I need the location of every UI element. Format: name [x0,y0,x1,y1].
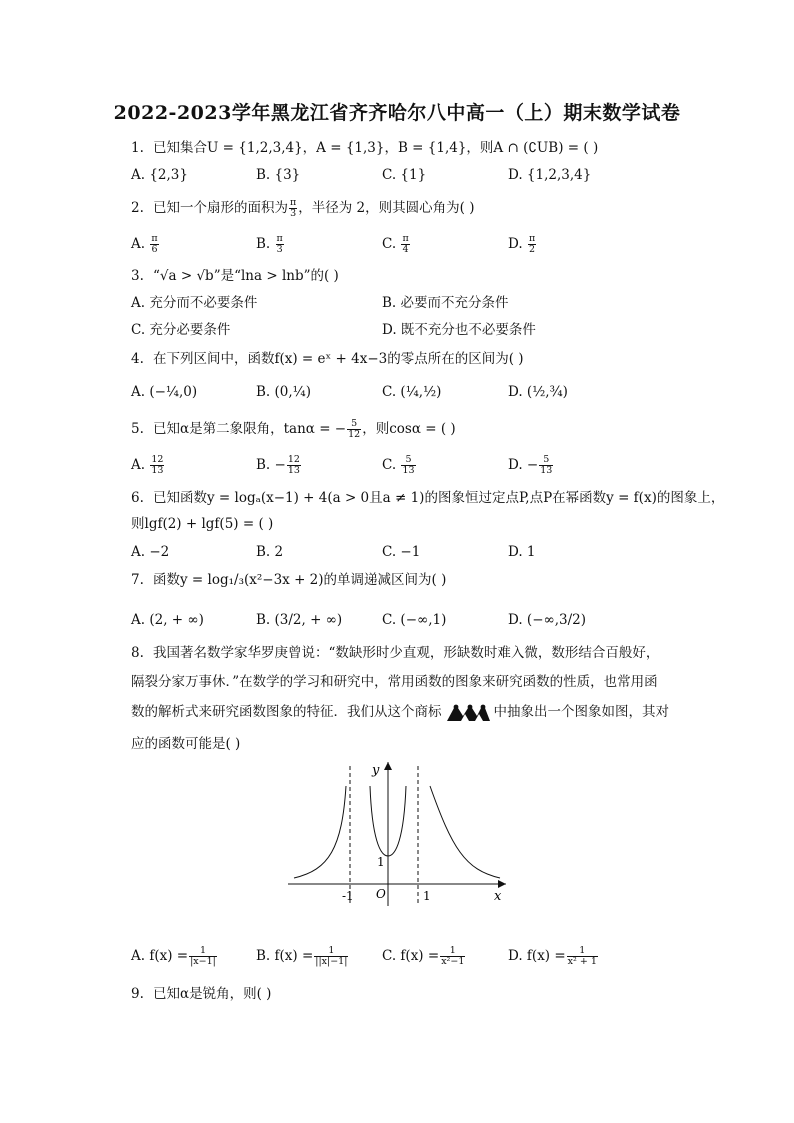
fraction: $\frac{5}{12}$ [348,418,361,440]
question-text: 已知集合U = {1,2,3,4}，A = {1,3}，B = {1,4}，则A ∩ (∁UB) = ( ) [153,140,599,156]
option-d: D. 1 [508,544,536,560]
option-a: A. $\frac{12}{13}$ [131,454,164,476]
option-a: A. (2, + ∞) [131,612,204,628]
option-c: C. f(x) = $\frac{1}{\text{x²−1}}$ [382,945,465,967]
option-d: D. {1,2,3,4} [508,167,592,183]
y-axis-label: y [372,763,380,778]
question-text: 函数y = log₁/₃(x²−3x + 2)的单调递减区间为( ) [153,572,447,588]
option-b: B. 2 [256,544,284,560]
question-text: 已知函数y = logₐ(x−1) + 4(a > 0且a ≠ 1)的图象恒过定点P,点P在幂函数y = f(x)的图象上， [153,490,725,506]
option-c: C. 充分必要条件 [131,322,231,338]
question-number: 1. [131,140,144,156]
option-c: C. (¼,½) [382,384,442,400]
tick-label-neg1: -1 [342,889,354,903]
question-number: 7. [131,572,144,588]
option-d: D. (−∞,3/2) [508,612,587,628]
question-text: 我国著名数学家华罗庚曾说：“数缺形时少直观，形缺数时难入微，数形结合百般好， [153,645,660,661]
option-d: D. f(x) = $\frac{1}{\text{x² + 1}}$ [508,945,597,967]
question-text-tail: ，半径为 2，则其圆心角为( ) [298,200,475,216]
y-axis-arrow-icon [384,762,392,770]
question-number: 4. [131,351,144,367]
question-number: 5. [131,421,144,437]
curve-left-outer [294,786,346,878]
question-text: 在下列区间中，函数f(x) = eˣ + 4x−3的零点所在的区间为( ) [153,351,524,367]
question-number: 8. [131,645,144,661]
option-b: B. {3} [256,167,301,183]
option-d: D. 既不充分也不必要条件 [382,322,536,338]
option-b: B. − $\frac{12}{13}$ [256,454,300,476]
question-8-line-3: 数的解析式来研究函数图象的特征．我们从这个商标 中抽象出一个图象如图，其对 [131,704,669,720]
question-9 [131,985,271,1003]
y-tick-label: 1 [377,855,385,869]
option-a: A. 充分而不必要条件 [131,295,258,311]
curve-right-outer [430,786,500,878]
option-b: B. (3/2, + ∞) [256,612,343,628]
exam-title: 2022-2023学年黑龙江省齐齐哈尔八中高一（上）期末数学试卷 [113,102,681,124]
question-text: 已知一个扇形的面积为 [153,200,288,216]
x-axis-arrow-icon [498,880,506,888]
fraction: $\frac{\pi}{3}$ [290,197,297,219]
option-b: B. (0,¼) [256,384,312,400]
option-c: C. $\frac{5}{13}$ [382,454,415,476]
question-number: 3. [131,268,144,284]
kappa-logo-icon [445,704,491,722]
question-7 [131,571,446,589]
x-axis-label: x [494,889,502,904]
option-a: A. f(x) = $\frac{1}{|x-1|}$ [131,945,216,967]
question-8-line-2: 隔裂分家万事休．”在数学的学习和研究中，常用函数的图象来研究函数的性质，也常用函 [131,674,658,690]
option-a: A. −2 [131,544,170,560]
option-c: C. $\frac{\pi}{4}$ [382,233,409,255]
question-text-tail: ，则cosα = ( ) [362,421,456,437]
option-c: C. {1} [382,167,427,183]
option-c: C. (−∞,1) [382,612,447,628]
question-text: “√a > √b”是“lna > lnb”的( ) [153,268,339,284]
question-text: 已知α是第二象限角，tanα = − [153,421,347,437]
option-d: D. $\frac{\pi}{2}$ [508,233,536,255]
question-number: 2. [131,200,144,216]
question-3 [131,267,339,285]
question-4 [131,350,524,368]
question-1 [131,139,598,157]
question-number: 9. [131,986,144,1002]
option-d: D. (½,¾) [508,384,568,400]
option-a: A. (−¼,0) [131,384,198,400]
question-6-line-2: 则lgf(2) + lgf(5) = ( ) [131,516,274,532]
question-6 [131,489,724,507]
question-text: 已知α是锐角，则( ) [153,986,272,1002]
origin-label: O [376,887,386,901]
question-8-line-4: 应的函数可能是( ) [131,736,241,752]
option-d: D. − $\frac{5}{13}$ [508,454,553,476]
option-b: B. $\frac{\pi}{3}$ [256,233,283,255]
option-c: C. −1 [382,544,421,560]
option-b: B. f(x) = $\frac{1}{||x|-1|}$ [256,945,348,967]
option-b: B. 必要而不充分条件 [382,295,509,311]
tick-label-pos1: 1 [423,889,431,903]
option-a: A. $\frac{\pi}{6}$ [131,233,158,255]
question-8 [131,644,659,662]
question-2 [131,198,474,219]
question-number: 6. [131,490,144,506]
function-graph [284,758,510,908]
question-5 [131,419,456,440]
option-a: A. {2,3} [131,167,188,183]
